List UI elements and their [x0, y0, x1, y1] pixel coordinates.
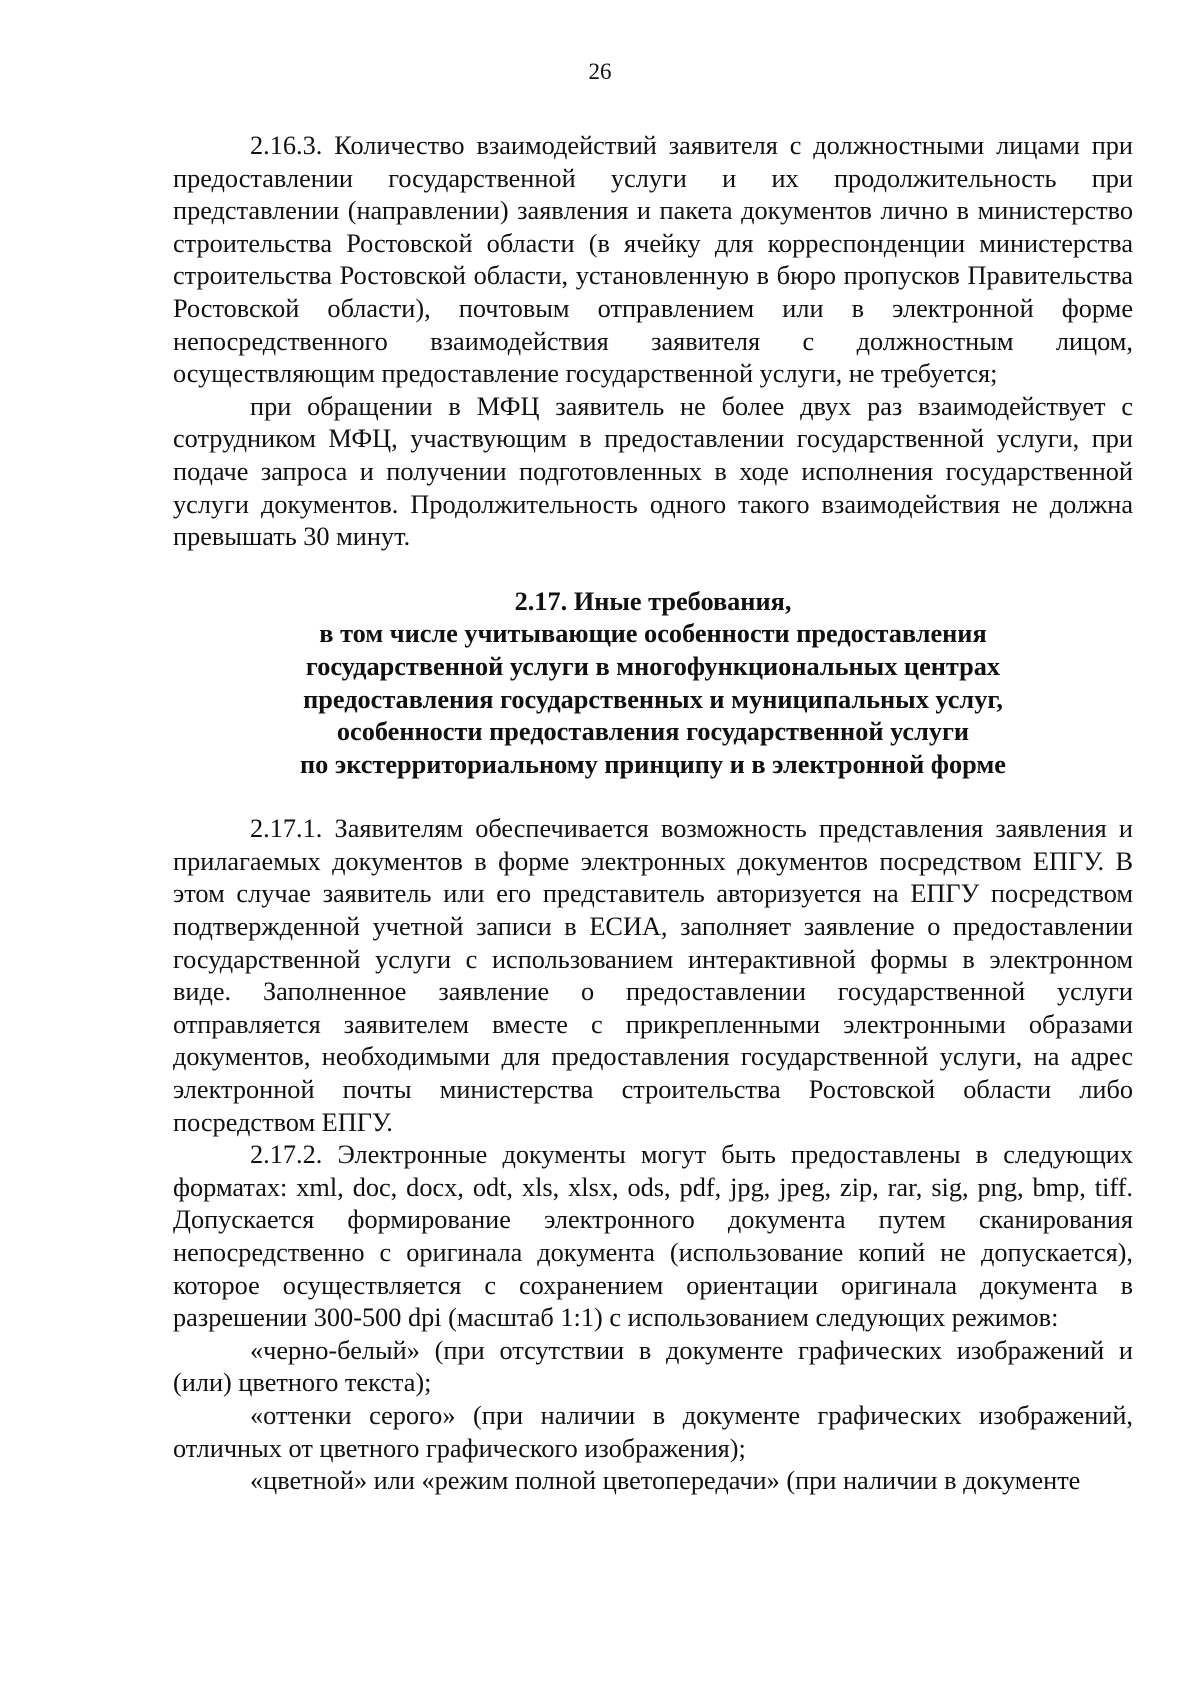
paragraph-2-17-1: 2.17.1. Заявителям обеспечивается возможность представления заявления и прилагаемых документов в форме электронных документов посредством ЕПГУ. В этом случае заявитель или его представитель авторизуется на ЕПГУ посредством подтвержденной учетной записи в ЕСИА, заполняет заявление о предоставлении государственной услуги с использованием интерактивной формы в электронном виде. Заполненное заявление о предоставлении государственной услуги отправляется заявителем вместе с прикрепленными электронными образами документов, необходимыми для предоставления государственной услуги, на адрес электронной почты министерства строительства Ростовской области либо посредством ЕПГУ.: [173, 814, 1133, 1137]
heading-line: государственной услуги в многофункциональных центрах: [305, 651, 1001, 681]
heading-line: особенности предоставления государственной услуги: [336, 717, 970, 747]
paragraph-mode-color: «цветной» или «режим полной цветопередачи» (при наличии в документе: [250, 1466, 1081, 1496]
section-heading-2-17: [173, 586, 1133, 782]
paragraph-2-17-2: 2.17.2. Электронные документы могут быть предоставлены в следующих форматах: xml, doc, docx, odt, xls, xlsx, ods, pdf, jpg, jpeg, zip, rar, sig, png, bmp, tiff. Допускается формирование электронного документа путем сканирования непосредственно с оригинала документа (использование копий не допускается), которое осуществляется с сохранением ориентации оригинала документа в разрешении 300-500 dpi (масштаб 1:1) с использованием следующих режимов:: [173, 1140, 1133, 1333]
paragraph-mfc-interaction: при обращении в МФЦ заявитель не более двух раз взаимодействует с сотрудником МФЦ, участвующим в предоставлении государственной услуги, при подаче запроса и получении подготовленных в ходе исполнения государственной услуги документов. Продолжительность одного такого взаимодействия не должна превышать 30 минут.: [173, 391, 1133, 552]
paragraph-2-16-3: 2.16.3. Количество взаимодействий заявителя с должностными лицами при предоставлении государственной услуги и их продолжительность при представлении (направлении) заявления и пакета документов лично в министерство строительства Ростовской области (в ячейку для корреспонденции министерства строительства Ростовской области, установленную в бюро пропусков Правительства Ростовской области), почтовым отправлением или в электронной форме непосредственного взаимодействия заявителя с должностным лицом, осуществляющим предоставление государственной услуги, не требуется;: [173, 131, 1133, 389]
heading-line: в том числе учитывающие особенности предоставления: [319, 619, 987, 649]
heading-line: 2.17. Иные требования,: [514, 586, 792, 616]
heading-line: предоставления государственных и муниципальных услуг,: [303, 684, 1003, 714]
paragraph-mode-grayscale: «оттенки серого» (при наличии в документе графических изображений, отличных от цветного графического изображения);: [173, 1400, 1133, 1463]
paragraph-mode-black-white: «черно-белый» (при отсутствии в документе графических изображений и (или) цветного текста);: [173, 1335, 1133, 1398]
document-body: [173, 130, 1133, 1498]
heading-line: по экстерриториальному принципу и в электронной форме: [300, 749, 1006, 779]
page-number: 26: [588, 59, 612, 84]
